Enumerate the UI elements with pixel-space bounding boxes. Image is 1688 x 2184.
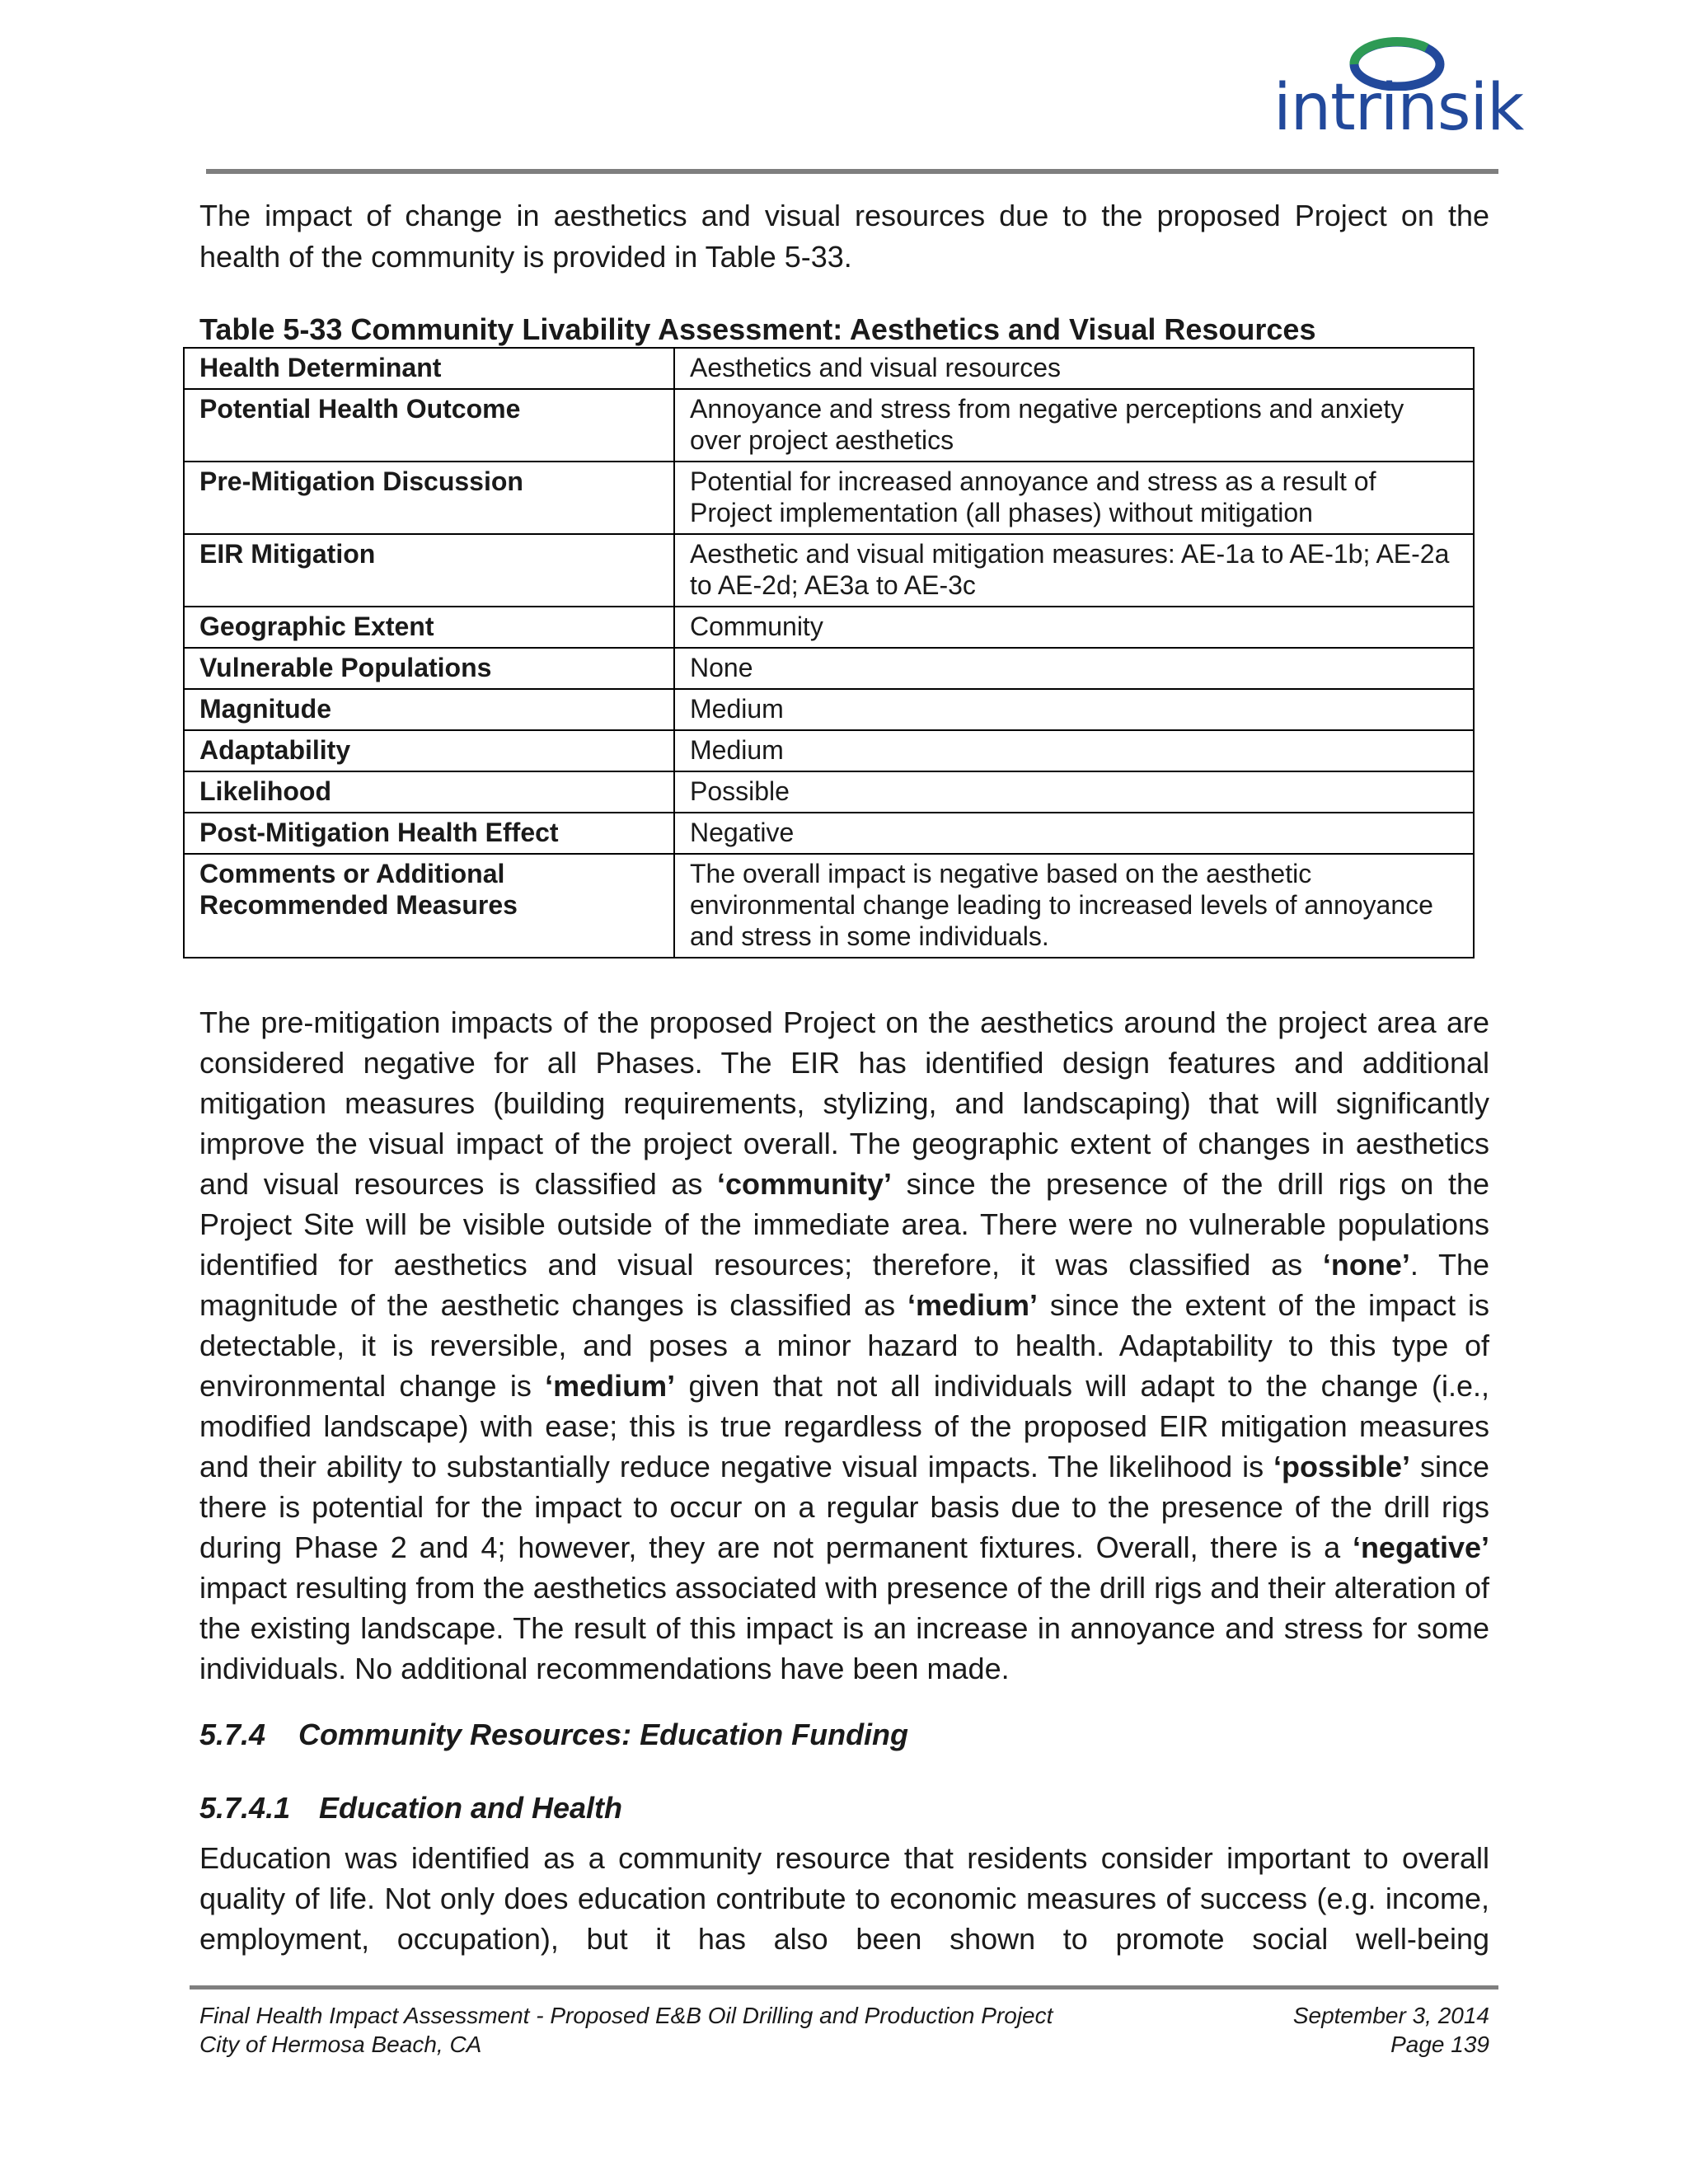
table-row	[184, 348, 1474, 389]
text-run: given that not all individuals will adapt to the change (i.e., modified landscape) with ease; this is true regardless of the proposed EIR mitigation measures and their ability to substantially reduce negative visual impacts. The likelihood is	[199, 1369, 1489, 1483]
subsection-heading	[199, 1791, 622, 1825]
row-value: None	[674, 648, 1474, 689]
row-value: Medium	[674, 689, 1474, 730]
row-value: Medium	[674, 730, 1474, 771]
section-number: 5.7.4	[199, 1718, 266, 1751]
row-label: Adaptability	[184, 730, 674, 771]
row-value: Potential for increased annoyance and stress as a result of Project implementation (all phases) without mitigation	[674, 462, 1474, 534]
row-value: Community	[674, 607, 1474, 648]
row-label: Pre-Mitigation Discussion	[184, 462, 674, 534]
subsection-number: 5.7.4.1	[199, 1791, 291, 1825]
intro-paragraph: The impact of change in aesthetics and visual resources due to the proposed Project on the health of the community is provided in Table 5-33.	[199, 199, 1489, 274]
row-label: Post-Mitigation Health Effect	[184, 813, 674, 854]
assessment-table	[183, 347, 1475, 958]
text-run: since there is potential for the impact to occur on a regular basis due to the presence of the drill rigs during Phase 2 and 4; however, they are not permanent fixtures. Overall, there is a	[199, 1450, 1489, 1564]
footer-page-number: Page 139	[1390, 2032, 1489, 2057]
row-value: Possible	[674, 771, 1474, 813]
page-footer	[199, 2001, 1489, 2059]
company-logo	[1273, 33, 1524, 157]
row-value: The overall impact is negative based on the aesthetic environmental change leading to increased levels of annoyance and stress in some individuals.	[674, 854, 1474, 958]
emphasis-medium: ‘medium’	[545, 1369, 676, 1403]
footer-divider	[190, 1985, 1498, 1990]
text-run: The pre-mitigation impacts of the proposed Project on the aesthetics around the project area are considered negative for all Phases. The EIR has identified design features and additional mitigation measures (building requirements, stylizing, and landscaping) that will significantly improve the visual impact of the project overall. The geographic extent of changes in aesthetics and visual resources is classified as	[199, 1005, 1489, 1201]
emphasis-community: ‘community’	[717, 1167, 893, 1201]
section-heading	[199, 1718, 908, 1752]
table-caption: Table 5-33 Community Livability Assessment: Aesthetics and Visual Resources	[199, 312, 1316, 346]
emphasis-possible: ‘possible’	[1273, 1450, 1411, 1483]
emphasis-negative: ‘negative’	[1352, 1530, 1489, 1564]
emphasis-medium: ‘medium’	[907, 1288, 1039, 1322]
education-paragraph: Education was identified as a community resource that residents consider important to overall quality of life. Not only does education contribute to economic measures of success (e.g. income, employment, occupation), but it has also been shown to promote social well-being	[199, 1841, 1489, 1956]
row-label: Magnitude	[184, 689, 674, 730]
table-row	[184, 534, 1474, 607]
emphasis-none: ‘none’	[1322, 1248, 1410, 1282]
row-label: Vulnerable Populations	[184, 648, 674, 689]
row-label: Likelihood	[184, 771, 674, 813]
table-row	[184, 771, 1474, 813]
subsection-title: Education and Health	[319, 1791, 623, 1825]
table-row	[184, 389, 1474, 462]
row-value: Negative	[674, 813, 1474, 854]
text-run: since the presence of the drill rigs on the Project Site will be visible outside of the immediate area. There were no vulnerable populations identified for aesthetics and visual resources; therefore, it was classified as	[199, 1167, 1489, 1282]
table-row	[184, 854, 1474, 958]
row-label: EIR Mitigation	[184, 534, 674, 607]
footer-location: City of Hermosa Beach, CA	[199, 2032, 482, 2057]
footer-document-title: Final Health Impact Assessment - Proposed E&B Oil Drilling and Production Project	[199, 2003, 1053, 2028]
text-run: since the extent of the impact is detectable, it is reversible, and poses a minor hazard to health. Adaptability to this type of environmental change is	[199, 1288, 1489, 1403]
row-label: Geographic Extent	[184, 607, 674, 648]
text-run: impact resulting from the aesthetics associated with presence of the drill rigs and their alteration of the existing landscape. The result of this impact is an increase in annoyance and stress for some individuals. No additional recommendations have been made.	[199, 1571, 1489, 1685]
logo-wordmark: intrinsik	[1273, 71, 1524, 145]
section-title: Community Resources: Education Funding	[298, 1718, 909, 1751]
discussion-paragraph	[199, 1002, 1489, 1689]
table-row	[184, 648, 1474, 689]
row-label: Comments or Additional Recommended Measures	[184, 854, 674, 958]
row-label: Potential Health Outcome	[184, 389, 674, 462]
table-row	[184, 730, 1474, 771]
table-row	[184, 607, 1474, 648]
row-value: Aesthetic and visual mitigation measures: AE-1a to AE-1b; AE-2a to AE-2d; AE3a to AE-3c	[674, 534, 1474, 607]
footer-date: September 3, 2014	[1292, 2003, 1489, 2028]
table-row	[184, 462, 1474, 534]
row-value: Annoyance and stress from negative perceptions and anxiety over project aesthetics	[674, 389, 1474, 462]
table-row	[184, 813, 1474, 854]
row-label: Health Determinant	[184, 348, 674, 389]
row-value: Aesthetics and visual resources	[674, 348, 1474, 389]
table-row	[184, 689, 1474, 730]
text-run: . The magnitude of the aesthetic changes is classified as	[199, 1248, 1489, 1322]
header-divider	[206, 169, 1498, 174]
